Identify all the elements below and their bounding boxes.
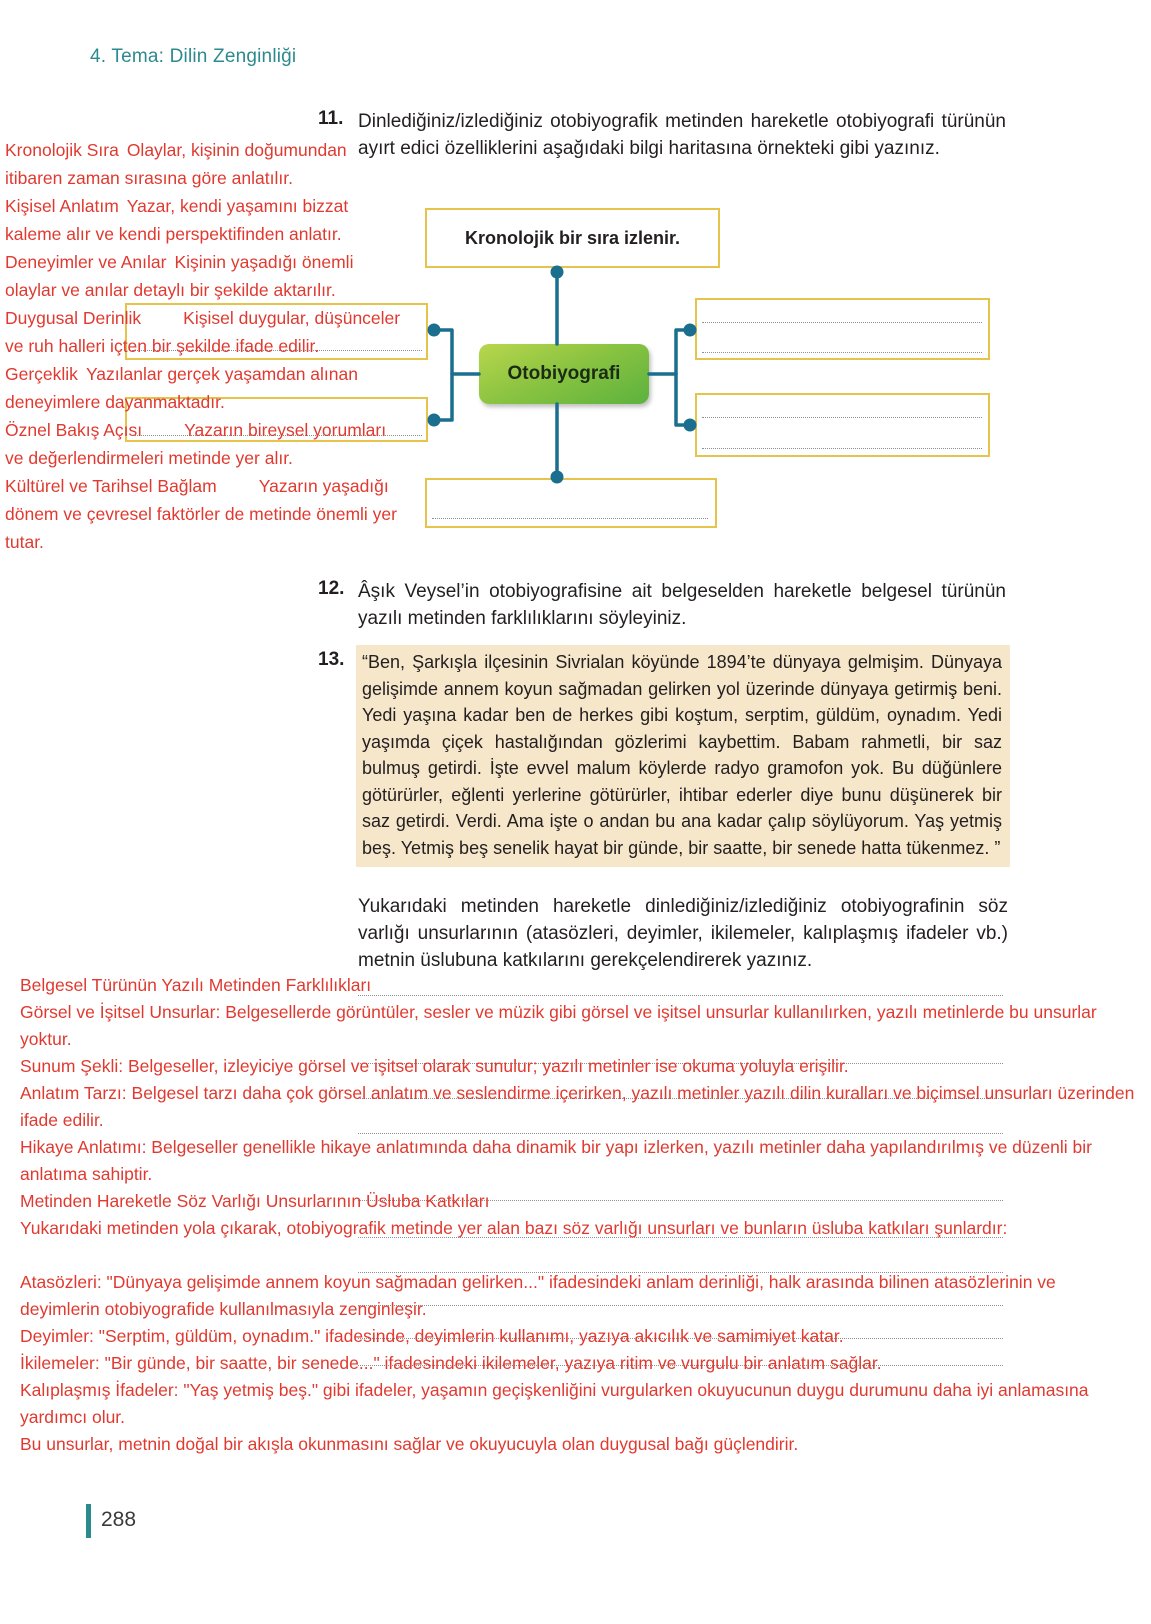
answer-item: Hikaye Anlatımı: Belgeseller genellikle hikaye anlatımında daha dinamik bir yapı izlerken, yazılı metinler daha yapılandırılmış ve düzenli bir anlatıma sahiptir. bbox=[20, 1137, 1092, 1184]
answer-desc: Kişinin yaşadığı önemli olaylar ve anılar detaylı bir şekilde aktarılır. bbox=[5, 252, 354, 300]
answer-item: Görsel ve İşitsel Unsurlar: Belgesellerde görüntüler, sesler ve müzik gibi görsel ve işitsel unsurlar kullanılırken, yazılı metinlerde bu unsurlar yoktur. bbox=[20, 1002, 1097, 1049]
q11-text: Dinlediğiniz/izlediğiniz otobiyografik metinden hareketle otobiyografi türünün ayırt edici özelliklerini aşağıdaki bilgi haritasına örnekteki gibi yazınız. bbox=[358, 111, 1006, 159]
answer-item: Bu unsurlar, metnin doğal bir akışla okunmasını sağlar ve okuyucuyla olan duygusal bağı güçlendirir. bbox=[20, 1434, 799, 1454]
answer-term: Öznel Bakış Açısı bbox=[5, 420, 143, 440]
answer-item bbox=[5, 248, 403, 304]
answer-term: Duygusal Derinlik bbox=[5, 308, 142, 328]
answer-item: Yukarıdaki metinden yola çıkarak, otobiyografik metinde yer alan bazı söz varlığı unsurları ve bunların üsluba katkıları şunlardır: bbox=[20, 1218, 1008, 1238]
q13-followup: Yukarıdaki metinden hareketle dinlediğiniz/izlediğiniz otobiyografinin söz varlığı unsurlarının (atasözleri, deyimler, ikilemeler, kalıplaşmış ifadeler vb.) metnin üslubuna katkılarını gerekçelendirerek yazınız. bbox=[358, 896, 1008, 971]
diagram-example-box bbox=[425, 208, 720, 268]
answer-line bbox=[702, 352, 982, 353]
answer-line bbox=[432, 518, 708, 519]
answer-item bbox=[5, 360, 403, 416]
q13-number: 13. bbox=[318, 649, 345, 670]
answer-term: Kişisel Anlatım bbox=[5, 196, 119, 216]
answer-item: Anlatım Tarzı: Belgesel tarzı daha çok görsel anlatım ve seslendirme içerirken, yazılı metinler yazılı dilin kuralları ve biçimsel unsurları üzerinden ifade edilir. bbox=[20, 1083, 1135, 1130]
answer-desc: Yazılanlar gerçek yaşamdan alınan deneyimlere dayanmaktadır. bbox=[5, 364, 358, 412]
answer-item: İkilemeler: "Bir günde, bir saatte, bir senede..." ifadesindeki ikilemeler, yazıya ritim ve vurgulu bir anlatım sağlar. bbox=[20, 1353, 882, 1373]
answer-desc: Yazar, kendi yaşamını bizzat kaleme alır ve kendi perspektifinden anlatır. bbox=[5, 196, 349, 244]
answer-heading: Metinden Hareketle Söz Varlığı Unsurlarının Üsluba Katkıları bbox=[20, 1191, 490, 1211]
answer-item bbox=[5, 192, 403, 248]
diagram-right-box-1 bbox=[695, 298, 990, 360]
answer-item: Kalıplaşmış İfadeler: "Yaş yetmiş beş." gibi ifadeler, yaşamın geçişkenliğini vurgularken okuyucunun duygu durumunu daha iyi anlamasına yardımcı olur. bbox=[20, 1380, 1089, 1427]
connector-dot-left-2 bbox=[428, 414, 441, 427]
page-number: 288 bbox=[101, 1508, 137, 1531]
answer-line bbox=[702, 448, 982, 449]
q12-text: Âşık Veysel’in otobiyografisine ait belgeselden hareketle belgesel türünün yazılı metinden farklılıklarını söyleyiniz. bbox=[358, 581, 1006, 629]
diagram-center-box bbox=[479, 344, 649, 404]
page-header: 4. Tema: Dilin Zenginliği bbox=[90, 46, 297, 67]
answer-item bbox=[5, 136, 403, 192]
answer-line bbox=[702, 322, 982, 323]
answer-item: Sunum Şekli: Belgeseller, izleyiciye görsel ve işitsel olarak sunulur; yazılı metinler ise okuma yoluyla erişilir. bbox=[20, 1056, 849, 1076]
answer-desc: Yazarın bireysel yorumları ve değerlendirmeleri metinde yer alır. bbox=[5, 420, 387, 468]
answer-item bbox=[5, 416, 403, 472]
diagram-bottom-box bbox=[425, 478, 717, 528]
q11-number: 11. bbox=[318, 108, 344, 129]
q12-number: 12. bbox=[318, 578, 345, 599]
diagram-center-label: Otobiyografi bbox=[507, 363, 621, 384]
connector-dot-left-1 bbox=[428, 324, 441, 337]
answer-line bbox=[702, 417, 982, 418]
answer-desc: Yazarın yaşadığı dönem ve çevresel faktörler de metinde önemli yer tutar. bbox=[5, 476, 397, 552]
answer-heading: Belgesel Türünün Yazılı Metinden Farklılıkları bbox=[20, 975, 372, 995]
answer-desc: Kişisel duygular, düşünceler ve ruh halleri içten bir şekilde ifade edilir. bbox=[5, 308, 401, 356]
page-number-accent-bar bbox=[86, 1504, 91, 1538]
handwritten-bottom-answers bbox=[20, 972, 1136, 1458]
answer-desc: Olaylar, kişinin doğumundan itibaren zaman sırasına göre anlatılır. bbox=[5, 140, 347, 188]
answer-term: Gerçeklik bbox=[5, 364, 78, 384]
answer-item: Atasözleri: "Dünyaya gelişimde annem koyun sağmadan gelirken..." ifadesindeki anlam derinliği, halk arasında bilinen atasözlerinin ve deyimlerin otobiyografide kullanılmasıyla zenginleşir. bbox=[20, 1272, 1056, 1319]
q13-quote: “Ben, Şarkışla ilçesinin Sivrialan köyünde 1894’te dünyaya gelmişim. Dünyaya gelişimde annem koyun sağmadan gelirken yol üzerinde dünyaya getirmiş beni. Yedi yaşına kadar ben de herkes gibi koştum, serptim, güldüm, oynadım. Yedi yaşımda çiçek hastalığından gözlerimi kaybettim. Babam rahmetli, bir saz bulmuş getirdi. İşte evvel malum köylerde radyo gramofon yok. Bu düğünlere götürürler, eğlenti yerlerine götürürler, ihtibar ederler diye bunu düşünerek bir saz getirdi. Verdi. Ama işte o andan bu ana kadar çalıp söylüyorum. Yaş yetmiş beş. Yetmiş beş senelik hayat bir günde, bir saatte, bir senede hatta tükenmez. ” bbox=[356, 645, 1010, 867]
answer-item bbox=[5, 472, 403, 556]
answer-term: Kültürel ve Tarihsel Bağlam bbox=[5, 476, 217, 496]
diagram-example-label: Kronolojik bir sıra izlenir. bbox=[464, 227, 681, 248]
answer-term: Deneyimler ve Anılar bbox=[5, 252, 167, 272]
answer-item: Deyimler: "Serptim, güldüm, oynadım." ifadesinde, deyimlerin kullanımı, yazıya akıcılık ve samimiyet katar. bbox=[20, 1326, 844, 1346]
answer-term: Kronolojik Sıra bbox=[5, 140, 119, 160]
handwritten-q11-answers bbox=[5, 136, 403, 556]
answer-item bbox=[5, 304, 403, 360]
